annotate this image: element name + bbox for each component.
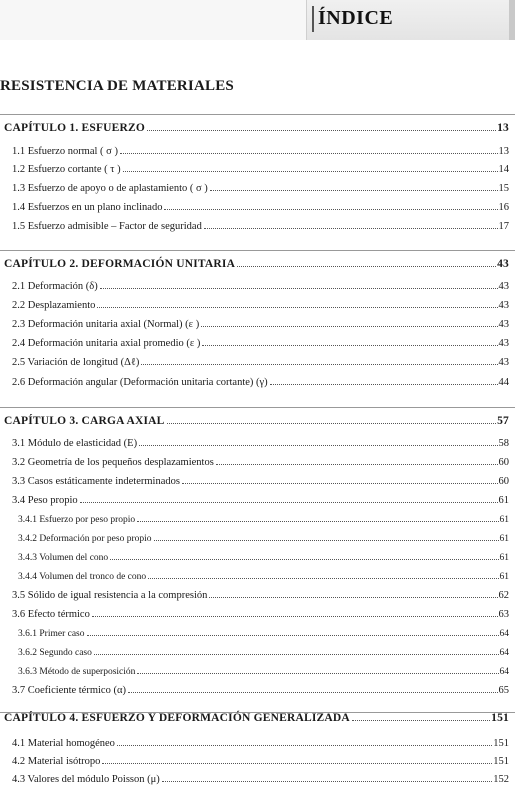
- toc-page-number: 43: [498, 357, 509, 368]
- toc-subitem-row[interactable]: [0, 545, 515, 563]
- toc-page-number: 61: [499, 553, 509, 563]
- toc-entry-label: 3.7 Coeficiente térmico (α): [12, 685, 126, 696]
- toc-entry-label: 3.4.1 Esfuerzo por peso propio: [18, 515, 136, 525]
- chapter-separator-rule: [0, 250, 515, 251]
- section-title: RESISTENCIA DE MATERIALES: [0, 78, 234, 94]
- toc-page-number: 61: [498, 495, 509, 506]
- toc-page-number: 16: [498, 202, 509, 213]
- toc-entry-label: 2.5 Variación de longitud (Δℓ): [12, 357, 140, 368]
- toc-page-number: 43: [498, 319, 509, 330]
- toc-item-row[interactable]: [0, 731, 515, 749]
- dot-leader: [204, 228, 498, 229]
- toc-item-row[interactable]: [0, 370, 515, 388]
- toc-page-number: 65: [498, 685, 509, 696]
- dot-leader: [123, 171, 498, 172]
- toc-entry-label: 2.3 Deformación unitaria axial (Normal) (ε ): [12, 319, 200, 330]
- dot-leader: [148, 578, 498, 579]
- toc-page-number: 43: [497, 258, 509, 270]
- toc-item-row[interactable]: [0, 274, 515, 292]
- toc-entry-label: 2.4 Deformación unitaria axial promedio (ε ): [12, 338, 201, 349]
- dot-leader: [167, 423, 497, 424]
- dot-leader: [270, 384, 498, 385]
- dot-leader: [209, 597, 497, 598]
- toc-page-number: 44: [498, 377, 509, 388]
- dot-leader: [137, 521, 498, 522]
- dot-leader: [210, 190, 498, 191]
- toc-entry-label: 4.1 Material homogéneo: [12, 738, 115, 749]
- toc-page-number: 61: [499, 515, 509, 525]
- toc-entry-label: 2.6 Deformación angular (Deformación unitaria cortante) (γ): [12, 377, 268, 388]
- toc-item-row[interactable]: [0, 450, 515, 468]
- toc-subitem-row[interactable]: [0, 564, 515, 582]
- toc-page-number: 64: [499, 648, 509, 658]
- dot-leader: [102, 763, 492, 764]
- header-edge-shade: [509, 0, 515, 40]
- toc-entry-label: 3.5 Sólido de igual resistencia a la compresión: [12, 590, 208, 601]
- toc-page-number: 64: [499, 667, 509, 677]
- toc-page-number: 62: [498, 590, 509, 601]
- toc-entry-label: CAPÍTULO 3. CARGA AXIAL: [4, 415, 165, 427]
- toc-item-row[interactable]: [0, 214, 515, 232]
- toc-item-row[interactable]: [0, 139, 515, 157]
- toc-entry-label: 3.4.3 Volumen del cono: [18, 553, 109, 563]
- toc-item-row[interactable]: [0, 469, 515, 487]
- dot-leader: [94, 654, 499, 655]
- toc-entry-label: 3.6.3 Método de superposición: [18, 667, 136, 677]
- toc-entry-label: 3.2 Geometría de los pequeños desplazamientos: [12, 457, 214, 468]
- dot-leader: [202, 345, 497, 346]
- toc-page-number: 43: [498, 281, 509, 292]
- chapter-separator-rule: [0, 407, 515, 408]
- toc-item-row[interactable]: [0, 312, 515, 330]
- toc-chapter-row[interactable]: [0, 252, 515, 270]
- toc-page-number: 61: [499, 572, 509, 582]
- toc-entry-label: 3.1 Módulo de elasticidad (E): [12, 438, 138, 449]
- toc-entry-label: 3.6.2 Segundo caso: [18, 648, 92, 658]
- toc-entry-label: 3.4.2 Deformación por peso propio: [18, 534, 152, 544]
- toc-chapter-row[interactable]: [0, 409, 515, 427]
- toc-entry-label: CAPÍTULO 4. ESFUERZO Y DEFORMACIÓN GENERALIZADA: [4, 712, 350, 724]
- toc-entry-label: 4.3 Valores del módulo Poisson (μ): [12, 774, 160, 785]
- toc-page-number: 13: [498, 146, 509, 157]
- dot-leader: [201, 326, 497, 327]
- toc-page-number: 43: [498, 338, 509, 349]
- toc-subitem-row[interactable]: [0, 507, 515, 525]
- dot-leader: [162, 781, 492, 782]
- toc-page-number: 17: [498, 221, 509, 232]
- toc-item-row[interactable]: [0, 602, 515, 620]
- dot-leader: [128, 692, 498, 693]
- toc-page-number: 64: [499, 629, 509, 639]
- toc-subitem-row[interactable]: [0, 659, 515, 677]
- toc-item-row[interactable]: [0, 157, 515, 175]
- page-title: ÍNDICE: [318, 7, 394, 29]
- dot-leader: [154, 540, 499, 541]
- dot-leader: [87, 635, 499, 636]
- header-left-panel: [0, 0, 307, 40]
- toc-entry-label: 1.5 Esfuerzo admisible – Factor de seguridad: [12, 221, 202, 232]
- toc-page-number: 61: [499, 534, 509, 544]
- chapter-separator-rule: [0, 114, 515, 115]
- toc-page-number: 60: [498, 457, 509, 468]
- toc-page-number: 63: [498, 609, 509, 620]
- toc-item-row[interactable]: [0, 293, 515, 311]
- dot-leader: [97, 307, 497, 308]
- dot-leader: [164, 209, 497, 210]
- toc-entry-label: 3.6.1 Primer caso: [18, 629, 85, 639]
- toc-subitem-row[interactable]: [0, 526, 515, 544]
- toc-chapter-row[interactable]: [0, 116, 515, 134]
- toc-item-row[interactable]: [0, 331, 515, 349]
- toc-item-row[interactable]: [0, 767, 515, 785]
- toc-page-number: 60: [498, 476, 509, 487]
- dot-leader: [147, 130, 496, 131]
- toc-item-row[interactable]: [0, 350, 515, 368]
- header-bar: [0, 0, 515, 40]
- toc-item-row[interactable]: [0, 176, 515, 194]
- toc-entry-label: 1.1 Esfuerzo normal ( σ ): [12, 146, 118, 157]
- dot-leader: [216, 464, 498, 465]
- dot-leader: [141, 364, 497, 365]
- dot-leader: [352, 720, 490, 721]
- dot-leader: [117, 745, 492, 746]
- toc-entry-label: 4.2 Material isótropo: [12, 756, 101, 767]
- header-divider: [312, 6, 314, 32]
- toc-page-number: 58: [498, 438, 509, 449]
- toc-page-number: 151: [491, 712, 509, 724]
- dot-leader: [120, 153, 498, 154]
- toc-page-number: 43: [498, 300, 509, 311]
- toc-entry-label: 1.2 Esfuerzo cortante ( τ ): [12, 164, 121, 175]
- toc-entry-label: 3.4 Peso propio: [12, 495, 78, 506]
- toc-page-number: 151: [493, 756, 509, 767]
- toc-entry-label: 1.4 Esfuerzos en un plano inclinado: [12, 202, 163, 213]
- toc-page-number: 15: [498, 183, 509, 194]
- toc-page-number: 57: [497, 415, 509, 427]
- toc-page-number: 152: [493, 774, 509, 785]
- toc-entry-label: 1.3 Esfuerzo de apoyo o de aplastamiento ( σ ): [12, 183, 208, 194]
- toc-entry-label: CAPÍTULO 1. ESFUERZO: [4, 122, 146, 134]
- toc-chapter-row[interactable]: [0, 706, 515, 724]
- toc-item-row[interactable]: [0, 431, 515, 449]
- toc-entry-label: 2.1 Deformación (δ): [12, 281, 98, 292]
- toc-page-number: 13: [497, 122, 509, 134]
- dot-leader: [80, 502, 498, 503]
- dot-leader: [110, 559, 498, 560]
- dot-leader: [92, 616, 498, 617]
- toc-subitem-row[interactable]: [0, 640, 515, 658]
- toc-subitem-row[interactable]: [0, 621, 515, 639]
- dot-leader: [100, 288, 498, 289]
- dot-leader: [237, 266, 496, 267]
- toc-item-row[interactable]: [0, 749, 515, 767]
- toc-entry-label: 2.2 Desplazamiento: [12, 300, 96, 311]
- dot-leader: [139, 445, 497, 446]
- dot-leader: [182, 483, 498, 484]
- toc-page-number: 14: [498, 164, 509, 175]
- toc-item-row[interactable]: [0, 678, 515, 696]
- toc-entry-label: 3.3 Casos estáticamente indeterminados: [12, 476, 180, 487]
- toc-item-row[interactable]: [0, 488, 515, 506]
- toc-item-row[interactable]: [0, 195, 515, 213]
- toc-item-row[interactable]: [0, 583, 515, 601]
- toc-entry-label: 3.4.4 Volumen del tronco de cono: [18, 572, 147, 582]
- dot-leader: [137, 673, 498, 674]
- toc-page-number: 151: [493, 738, 509, 749]
- toc-entry-label: CAPÍTULO 2. DEFORMACIÓN UNITARIA: [4, 258, 236, 270]
- toc-entry-label: 3.6 Efecto térmico: [12, 609, 90, 620]
